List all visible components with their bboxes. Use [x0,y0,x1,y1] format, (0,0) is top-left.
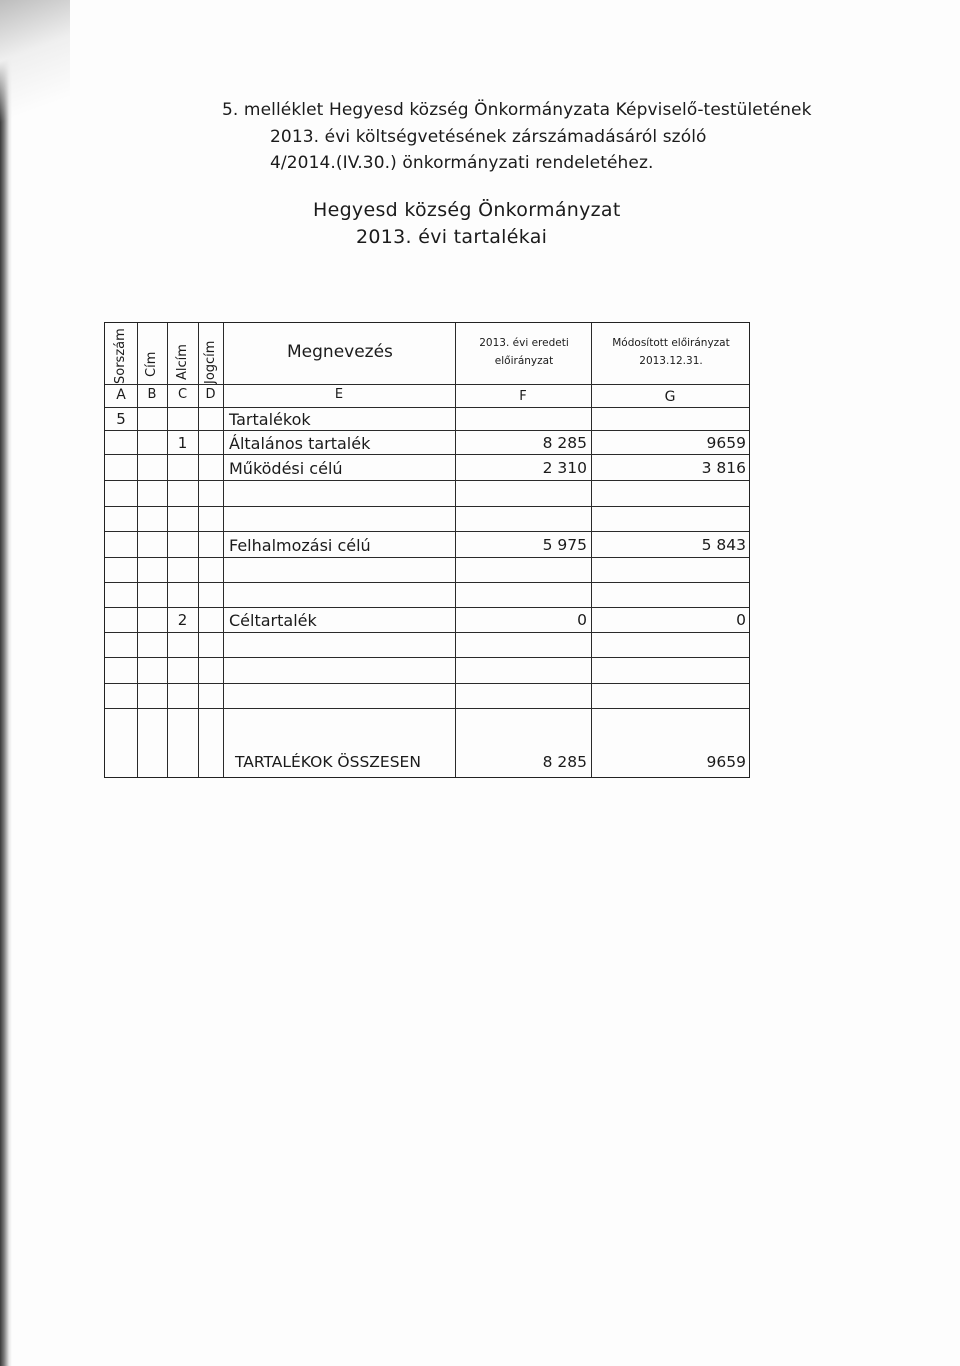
header-divider [105,384,749,385]
col-letter-d: D [205,387,216,402]
header-line-3: 4/2014.(IV.30.) önkormányzati rendeletéhez. [270,153,654,173]
col-header-sorszam: Sorszám [113,328,128,384]
row-divider [105,506,749,507]
row-divider [105,480,749,481]
row-divider [105,582,749,583]
cell-megnevezes: Tartalékok [229,410,311,429]
cell-sorszam: 5 [116,410,126,428]
row-divider [105,531,749,532]
col-header-eredeti-line2: előirányzat [494,355,554,367]
col-header-megnevezes: Megnevezés [287,342,393,362]
cell-megnevezes: Általános tartalék [229,433,371,453]
row-divider [105,657,749,658]
cell-alcim: 1 [177,433,188,452]
header-line-2: 2013. évi költségvetésének zárszámadásáról szóló [270,127,707,147]
total-modositott: 9659 [706,753,746,771]
cell-modositott: 0 [736,611,746,629]
cell-megnevezes: Céltartalék [229,611,317,630]
cell-eredeti: 8 285 [542,433,587,452]
col-header-alcim: Alcím [175,344,190,380]
total-eredeti: 8 285 [542,753,587,771]
cell-megnevezes: Felhalmozási célú [229,535,371,555]
row-divider [105,430,749,431]
scan-shadow-edge [0,0,12,1366]
row-divider [105,557,749,558]
row-divider [105,407,749,408]
col-header-modositott-line1: Módosított előirányzat [612,337,730,349]
col-letter-a: A [116,387,126,403]
col-header-eredeti-line1: 2013. évi eredeti [479,337,569,349]
row-divider [105,454,749,455]
col-header-jogcim: Jogcím [203,340,218,384]
col-letter-f: F [519,389,527,404]
document-subtitle: 2013. évi tartalékai [356,226,548,248]
document-title: Hegyesd község Önkormányzat [313,199,621,221]
row-divider [105,632,749,633]
col-letter-c: C [177,387,188,402]
cell-alcim: 2 [177,611,188,629]
row-divider [105,683,749,684]
reserves-table [104,322,750,778]
cell-modositott: 9659 [706,433,746,452]
cell-eredeti: 5 975 [542,535,587,554]
cell-megnevezes: Működési célú [229,458,343,478]
col-letter-b: B [147,387,157,402]
total-label: TARTALÉKOK ÖSSZESEN [235,753,421,771]
row-divider [105,607,749,608]
cell-eredeti: 2 310 [542,458,587,477]
cell-eredeti: 0 [577,611,587,629]
col-letter-g: G [664,389,676,405]
col-header-modositott-line2: 2013.12.31. [639,355,703,367]
col-header-cim: Cím [144,351,159,377]
cell-modositott: 5 843 [701,535,746,554]
header-line-1: 5. melléklet Hegyesd község Önkormányzata Képviselő-testületének [222,100,812,120]
col-letter-e: E [334,387,344,402]
cell-modositott: 3 816 [701,458,746,477]
row-divider [105,708,749,709]
scan-shadow-corner [0,0,70,150]
